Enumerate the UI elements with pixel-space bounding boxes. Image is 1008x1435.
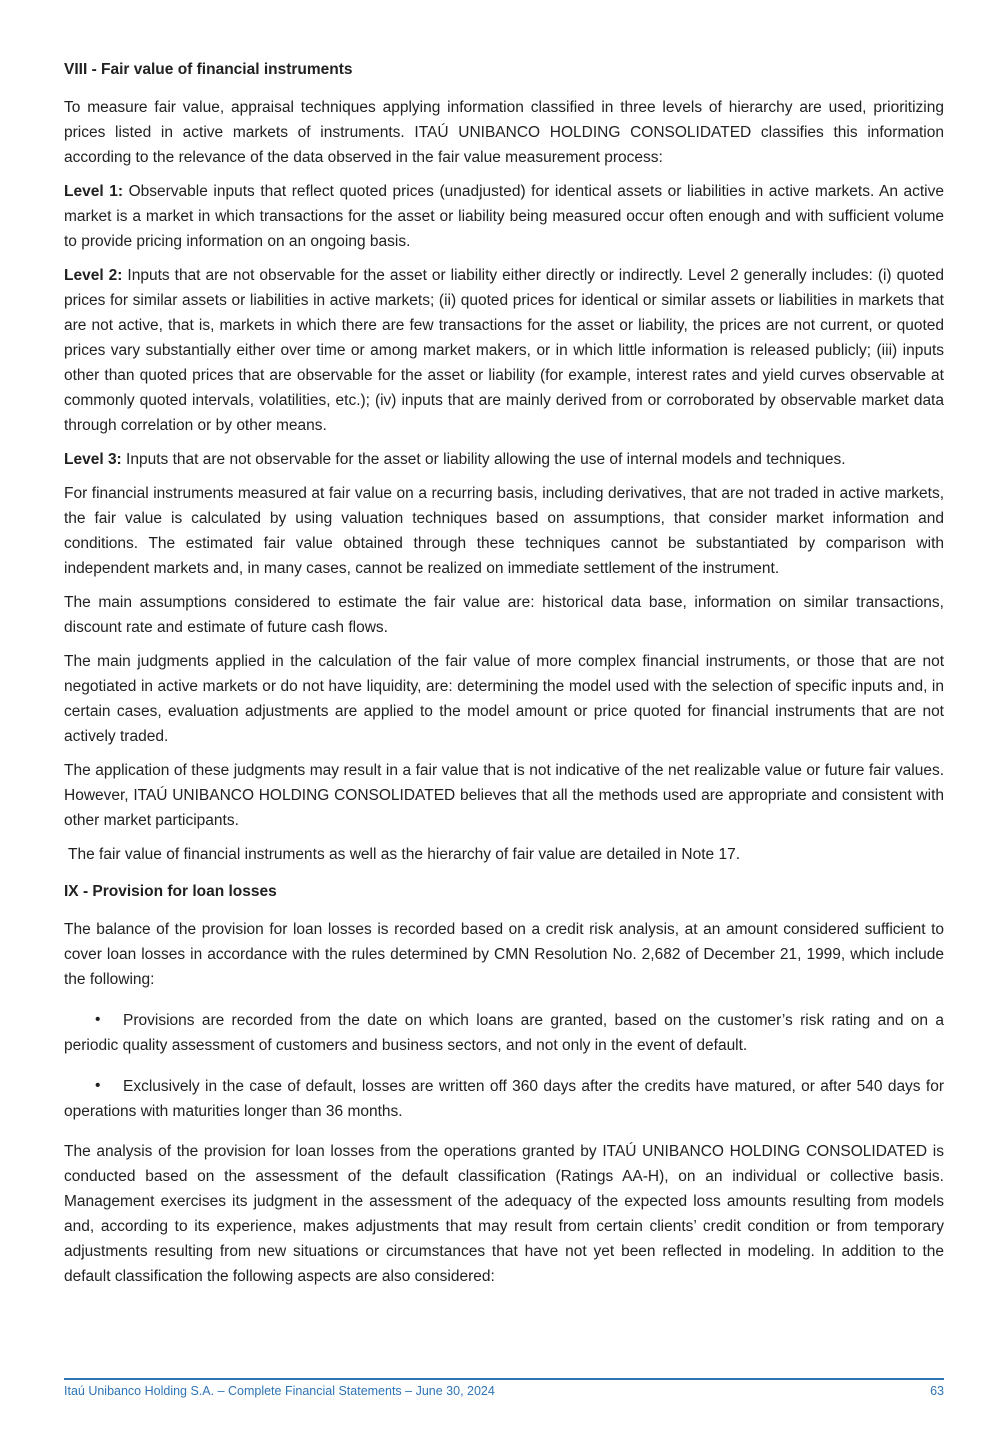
level-3-text: Inputs that are not observable for the asset or liability allowing the use of internal models and techniques. [126, 451, 846, 468]
level-3-label: Level 3: [64, 451, 122, 468]
paragraph-provision-analysis: The analysis of the provision for loan losses from the operations granted by ITAÚ UNIBANCO HOLDING CONSOLIDATED is conducted based on the assessment of the default classification (Ratings AA-H), on an individual or collective basis. Management exercises its judgment in the assessment of the adequacy of the expected loss amounts resulting from models and, according to its experience, makes adjustments that may result from certain clients’ credit condition or from temporary adjustments resulting from new situations or circumstances that have not yet been reflected in modeling. In addition to the default classification the following aspects are also considered: [64, 1143, 944, 1285]
bullet-icon: • [95, 1077, 101, 1094]
paragraph-level-2 [64, 263, 944, 438]
bullet-item-default-writeoff [64, 1073, 944, 1124]
document-body [64, 57, 944, 1298]
paragraph-note-17: The fair value of financial instruments as well as the hierarchy of fair value are detailed in Note 17. [68, 846, 741, 863]
level-2-text: Inputs that are not observable for the asset or liability either directly or indirectly. Level 2 generally includes: (i) quoted prices for similar assets or liabilities in active markets; (ii) quoted prices for identical or similar assets or liabilities in markets that are not active, that is, markets in which there are few transactions for the asset or liability, the prices are not current, or quoted prices vary substantially either over time or among market makers, or in which little information is released publicly; (iii) inputs other than quoted prices that are observable for the asset or liability (for example, interest rates and yield curves observable at commonly quoted intervals, volatilities, etc.); (iv) inputs that are mainly derived from or corroborated by observable market data through correlation or by other means. [64, 267, 944, 434]
level-2-label: Level 2: [64, 267, 123, 284]
bullet-text: Provisions are recorded from the date on which loans are granted, based on the customer’s risk rating and on a periodic quality assessment of customers and business sectors, and not only in the event of default. [64, 1012, 944, 1054]
paragraph-main-judgments: The main judgments applied in the calculation of the fair value of more complex financial instruments, or those that are not negotiated in active markets or do not have liquidity, are: determining the model used with the selection of specific inputs and, in certain cases, evaluation adjustments are applied to the model amount or price quoted for financial instruments that are not actively traded. [64, 653, 944, 745]
section-heading-viii: VIII - Fair value of financial instruments [64, 61, 353, 78]
footer-page-number: 63 [930, 1384, 944, 1398]
paragraph-recurring-basis: For financial instruments measured at fair value on a recurring basis, including derivatives, that are not traded in active markets, the fair value is calculated by using valuation techniques based on assumptions, that consider market information and conditions. The estimated fair value obtained through these techniques cannot be substantiated by comparison with independent markets and, in many cases, cannot be realized on immediate settlement of the instrument. [64, 485, 944, 577]
level-1-label: Level 1: [64, 183, 123, 200]
paragraph-level-3 [64, 447, 944, 472]
paragraph-application-judgments: The application of these judgments may result in a fair value that is not indicative of the net realizable value or future fair values. However, ITAÚ UNIBANCO HOLDING CONSOLIDATED believes that all the methods used are appropriate and consistent with other market participants. [64, 762, 944, 829]
bullet-item-provisions-recorded [64, 1007, 944, 1058]
level-1-text: Observable inputs that reflect quoted prices (unadjusted) for identical assets or liabilities in active markets. An active market is a market in which transactions for the asset or liability being measured occur often enough and with sufficient volume to provide pricing information on an ongoing basis. [64, 183, 945, 250]
bullet-icon: • [95, 1011, 101, 1028]
bullet-text: Exclusively in the case of default, losses are written off 360 days after the credits have matured, or after 540 days for operations with maturities longer than 36 months. [64, 1078, 944, 1120]
paragraph-main-assumptions: The main assumptions considered to estimate the fair value are: historical data base, information on similar transactions, discount rate and estimate of future cash flows. [64, 594, 944, 636]
paragraph-provision-intro: The balance of the provision for loan losses is recorded based on a credit risk analysis, at an amount considered sufficient to cover loan losses in accordance with the rules determined by CMN Resolution No. 2,682 of December 21, 1999, which include the following: [64, 921, 944, 988]
paragraph-fair-value-intro: To measure fair value, appraisal techniques applying information classified in three levels of hierarchy are used, prioritizing prices listed in active markets of instruments. ITAÚ UNIBANCO HOLDING CONSOLIDATED classifies this information according to the relevance of the data observed in the fair value measurement process: [64, 99, 944, 166]
paragraph-level-1 [64, 179, 944, 254]
page-footer [64, 1378, 944, 1399]
footer-document-title: Itaú Unibanco Holding S.A. – Complete Financial Statements – June 30, 2024 [64, 1384, 495, 1398]
section-heading-ix: IX - Provision for loan losses [64, 883, 277, 900]
